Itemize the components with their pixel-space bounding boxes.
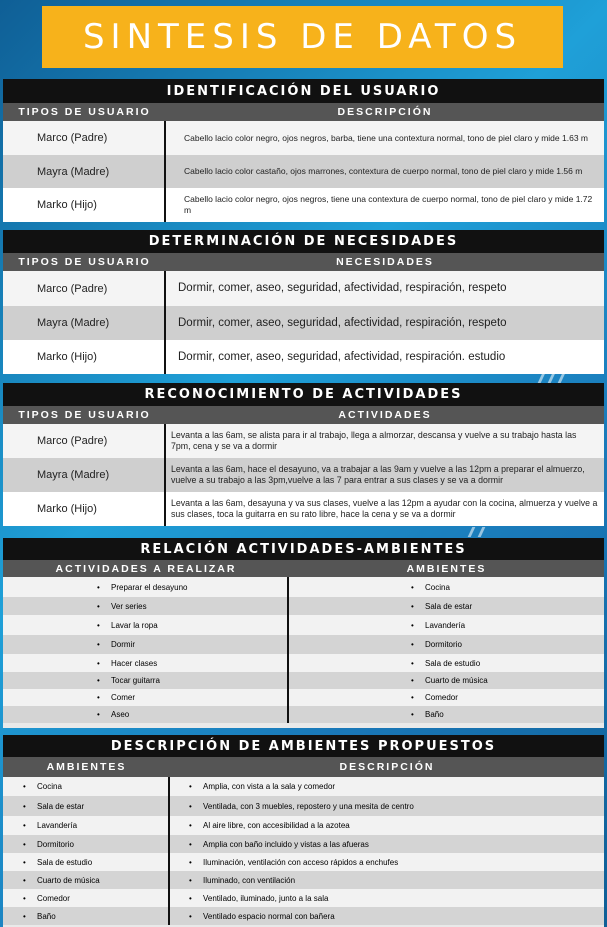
activity-label: • Dormir: [111, 640, 135, 649]
ambiente-label: • Comedor: [37, 894, 70, 903]
activity-item: [3, 577, 289, 597]
table-row: [3, 271, 604, 306]
descripcion-label: • Amplia, con vista a la sala y comedor: [203, 782, 335, 791]
ambiente-label: • Sala de estudio: [425, 659, 480, 668]
table-row: [3, 492, 604, 526]
activity-item: [3, 597, 289, 615]
ambiente-item: [289, 635, 604, 654]
decorative-stripe: [468, 527, 476, 537]
activity-label: • Hacer clases: [111, 659, 157, 668]
ambiente-label: • Sala de estar: [37, 802, 84, 811]
ambiente-item: [289, 706, 604, 723]
header-cell: AMBIENTES: [406, 562, 487, 575]
header-cell: DESCRIPCIÓN: [337, 106, 433, 118]
relacion-row: [3, 597, 604, 615]
actividades-section: [3, 383, 604, 526]
propuesto-row: [3, 816, 604, 835]
ambiente-label: • Cocina: [37, 782, 62, 791]
necesidades-section: [3, 230, 604, 374]
propuesto-row: [3, 835, 604, 853]
ambiente-cell: [3, 816, 170, 835]
table-row: [3, 340, 604, 374]
ambiente-label: • Baño: [37, 912, 56, 921]
descripcion-label: • Iluminado, con ventilación: [203, 876, 295, 885]
user-cell: Marco (Padre): [3, 121, 166, 155]
section-title: DETERMINACIÓN DE NECESIDADES: [3, 230, 604, 253]
ambiente-label: • Dormitorio: [425, 640, 462, 649]
descripcion-label: • Ventilado espacio normal con bañera: [203, 912, 335, 921]
ambiente-cell: [3, 835, 170, 853]
descripcion-label: • Amplia con baño incluido y vistas a las afueras: [203, 840, 369, 849]
header-cell: NECESIDADES: [336, 256, 434, 268]
description-cell: Cabello lacio color castaño, ojos marrones, contextura de cuerpo normal, tono de piel claro y mide 1.56 m: [184, 166, 583, 177]
user-cell: Marko (Hijo): [3, 188, 166, 222]
user-cell: Mayra (Madre): [3, 155, 166, 188]
section-title: RECONOCIMIENTO DE ACTIVIDADES: [3, 383, 604, 406]
header-cell: TIPOS DE USUARIO: [18, 106, 151, 118]
relacion-row: [3, 615, 604, 635]
propuesto-row: [3, 889, 604, 907]
relacion-row: [3, 672, 604, 689]
user-cell: Mayra (Madre): [3, 458, 166, 492]
needs-cell: Dormir, comer, aseo, seguridad, afectividad, respiración. estudio: [178, 350, 506, 363]
relacion-rows: [3, 577, 604, 723]
propuesto-row: [3, 871, 604, 889]
ambiente-label: • Lavandería: [37, 821, 77, 830]
needs-cell: Dormir, comer, aseo, seguridad, afectividad, respiración, respeto: [178, 282, 507, 295]
descripcion-cell: [170, 889, 604, 907]
ambiente-cell: [3, 777, 170, 796]
ambiente-cell: [3, 889, 170, 907]
ambiente-label: • Cocina: [425, 583, 450, 592]
header-cell: TIPOS DE USUARIO: [18, 256, 151, 268]
descripcion-cell: [170, 907, 604, 925]
propuesto-row: [3, 853, 604, 871]
user-cell: Marco (Padre): [3, 271, 166, 306]
ambiente-label: • Sala de estudio: [37, 858, 92, 867]
descripcion-label: • Al aire libre, con accesibilidad a la azotea: [203, 821, 350, 830]
ambiente-item: [289, 689, 604, 706]
activity-item: [3, 672, 289, 689]
description-cell: Cabello lacio color negro, ojos negros, barba, tiene una contextura normal, tono de piel claro y mide 1.63 m: [184, 132, 588, 143]
ambiente-item: [289, 597, 604, 615]
table-row: [3, 155, 604, 188]
header-cell: TIPOS DE USUARIO: [18, 409, 151, 421]
user-cell: Marko (Hijo): [3, 340, 166, 374]
relacion-row: [3, 654, 604, 672]
identificacion-section: [3, 79, 604, 222]
propuesto-row: [3, 907, 604, 925]
descripcion-cell: [170, 796, 604, 816]
activities-cell: Levanta a las 6am, desayuna y va sus clases, vuelve a las 12pm a ayudar con la cocina, almuerza y vuelve a sus clases, toca la guitarra en su rato libre, hace la cena y se va a dormir: [171, 498, 598, 519]
activity-item: [3, 689, 289, 706]
ambiente-item: [289, 615, 604, 635]
table-row: [3, 458, 604, 492]
descripcion-label: • Iluminación, ventilación con acceso rápidos a enchufes: [203, 858, 398, 867]
relacion-row: [3, 689, 604, 706]
activity-item: [3, 615, 289, 635]
user-cell: Marko (Hijo): [3, 492, 166, 526]
ambiente-cell: [3, 853, 170, 871]
table-row: [3, 306, 604, 340]
ambiente-item: [289, 577, 604, 597]
table-header: [3, 757, 604, 777]
relacion-row: [3, 635, 604, 654]
ambiente-label: • Lavandería: [425, 621, 465, 630]
table-row: [3, 424, 604, 458]
relacion-row: [3, 706, 604, 723]
table-header: [3, 103, 604, 121]
ambiente-cell: [3, 907, 170, 925]
table-header: [3, 253, 604, 271]
page-title-banner: [42, 6, 563, 68]
relacion-row: [3, 577, 604, 597]
descripcion-cell: [170, 835, 604, 853]
description-cell: Cabello lacio color negro, ojos negros, tiene una contextura de cuerpo normal, tono de piel claro y mide 1.72 m: [184, 194, 593, 215]
header-cell: DESCRIPCIÓN: [339, 761, 435, 773]
header-cell: ACTIVIDADES: [338, 409, 432, 421]
header-cell: AMBIENTES: [46, 761, 127, 773]
propuestos-rows: [3, 777, 604, 925]
descripcion-cell: [170, 871, 604, 889]
ambiente-item: [289, 672, 604, 689]
section-title: RELACIÓN ACTIVIDADES-AMBIENTES: [3, 538, 604, 560]
user-cell: Marco (Padre): [3, 424, 166, 458]
descripcion-cell: [170, 816, 604, 835]
activity-label: • Lavar la ropa: [111, 621, 158, 630]
activity-item: [3, 706, 289, 723]
descripcion-cell: [170, 777, 604, 796]
decorative-stripe: [478, 527, 486, 537]
ambiente-cell: [3, 871, 170, 889]
user-cell: Mayra (Madre): [3, 306, 166, 340]
ambiente-label: • Dormitorio: [37, 840, 74, 849]
relacion-section: [3, 538, 604, 728]
propuestos-section: [3, 735, 604, 927]
needs-cell: Dormir, comer, aseo, seguridad, afectividad, respiración, respeto: [178, 316, 507, 329]
activity-label: • Preparar el desayuno: [111, 583, 188, 592]
activity-label: • Tocar guitarra: [111, 676, 160, 685]
table-row: [3, 188, 604, 222]
table-header: [3, 406, 604, 424]
page-title: SINTESIS DE DATOS: [82, 17, 523, 57]
propuesto-row: [3, 777, 604, 796]
ambiente-cell: [3, 796, 170, 816]
propuesto-row: [3, 796, 604, 816]
header-cell: ACTIVIDADES A REALIZAR: [55, 562, 237, 575]
ambiente-label: • Cuarto de música: [425, 676, 488, 685]
table-header: [3, 560, 604, 577]
descripcion-label: • Ventilada, con 3 muebles, repostero y una mesita de centro: [203, 802, 414, 811]
activity-item: [3, 635, 289, 654]
ambiente-label: • Cuarto de música: [37, 876, 100, 885]
ambiente-label: • Comedor: [425, 693, 458, 702]
activity-label: • Aseo: [111, 710, 129, 719]
section-title: IDENTIFICACIÓN DEL USUARIO: [3, 79, 604, 103]
descripcion-cell: [170, 853, 604, 871]
table-row: [3, 121, 604, 155]
activity-label: • Comer: [111, 693, 135, 702]
section-title: DESCRIPCIÓN DE AMBIENTES PROPUESTOS: [3, 735, 604, 757]
activity-item: [3, 654, 289, 672]
ambiente-label: • Baño: [425, 710, 444, 719]
activities-cell: Levanta a las 6am, hace el desayuno, va a trabajar a las 9am y vuelve a las 12pm a preparar el almuerzo, vuelve a su trabajo a las 3pm,vuelve a las 7 para entrar a sus clases y se va a dormir: [171, 464, 585, 485]
ambiente-label: • Sala de estar: [425, 602, 472, 611]
activity-label: • Ver series: [111, 602, 147, 611]
activities-cell: Levanta a las 6am, se alista para ir al trabajo, llega a almorzar, descansa y vuelve a su trabajo hasta las 7pm, cena y se va a dormir: [171, 430, 577, 451]
descripcion-label: • Ventilado, iluminado, junto a la sala: [203, 894, 328, 903]
ambiente-item: [289, 654, 604, 672]
